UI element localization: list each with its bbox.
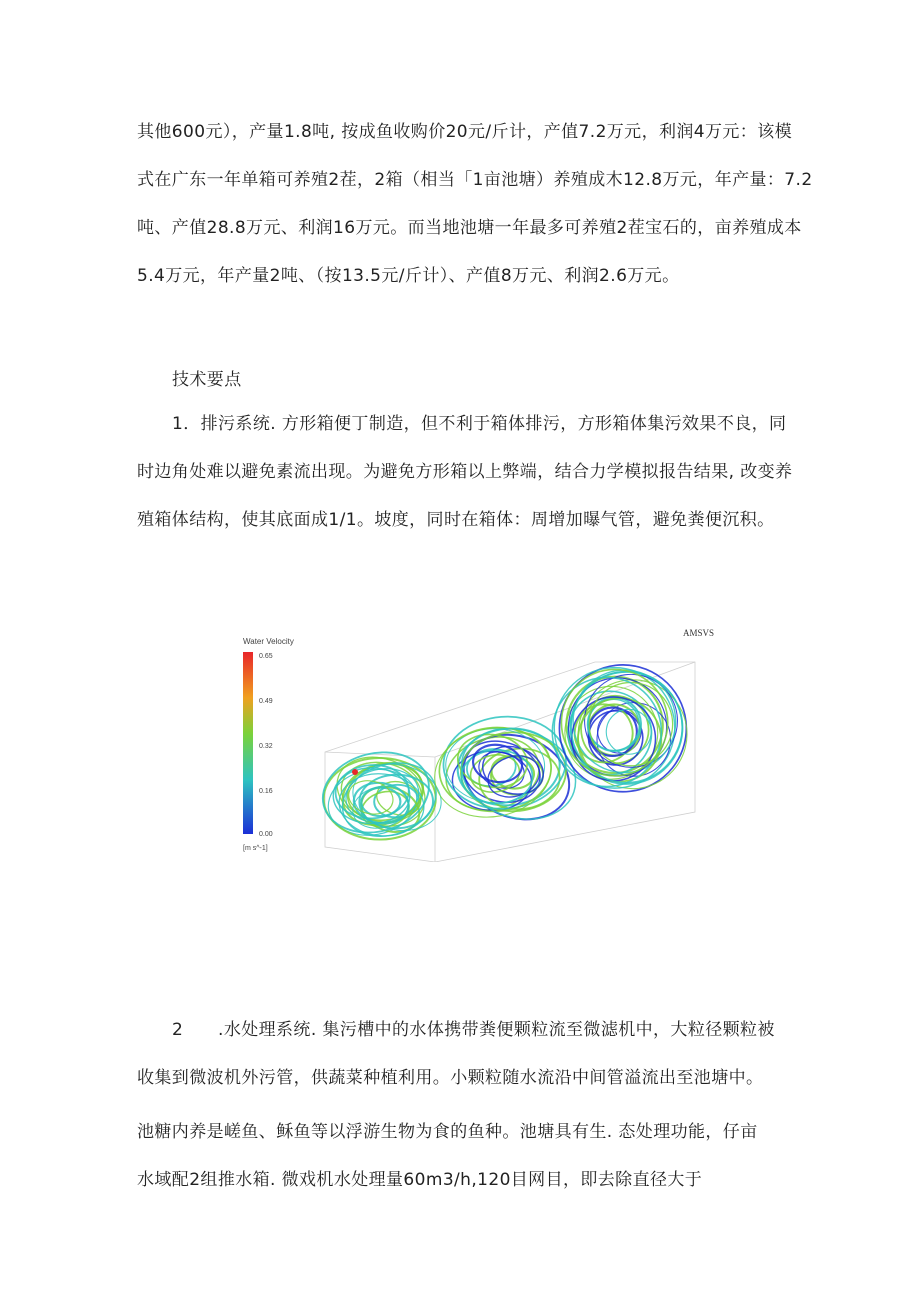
- text-line: 2 .水处理系统. 集污槽中的水体携带粪便颗粒流至微滤机中，大粒径颗粒被: [172, 1020, 775, 1040]
- paragraph-drainage-system: [137, 400, 793, 544]
- legend-tick: 0.16: [259, 788, 273, 795]
- legend-title: Water Velocity: [243, 637, 294, 646]
- text-line: 1．排污系统. 方形箱便丁制造，但不利于箱体排污，方形箱体集污效果不良，同: [172, 414, 787, 434]
- legend-colorbar: [243, 652, 253, 834]
- text-line: 收集到微波机外污管，供蔬菜种植利用。小颗粒随水流沿中间管溢流出至池塘中。: [137, 1068, 764, 1088]
- legend-unit: [m s^-1]: [243, 845, 268, 852]
- section-heading: 技术要点: [172, 370, 242, 390]
- text-line: 其他600元），产量1.8吨, 按成鱼收购价20元/斤计，产值7.2万元，利润4万元：该模: [137, 122, 793, 142]
- watermark-label: AMSVS: [683, 628, 715, 638]
- streamline: [352, 769, 358, 775]
- streamline: [588, 707, 637, 756]
- velocity-simulation-figure: [235, 622, 725, 862]
- text-line: 殖箱体结构，使其底面成1/1。坡度，同时在箱体：周增加曝气管，避免粪便沉积。: [137, 510, 775, 530]
- flow-streamline-image: [235, 622, 725, 862]
- paragraph-economics: [137, 108, 813, 300]
- text-line: 吨、产值28.8万元、利润16万元。而当地池塘一年最多可养殖2茬宝石的，亩养殖成本: [137, 218, 802, 238]
- legend-tick: 0.49: [259, 698, 273, 705]
- legend-tick: 0.00: [259, 831, 273, 838]
- text-line: 水域配2组推水箱. 微戏机水处理量60m3/h,120目网目，即去除直径大于: [137, 1170, 703, 1190]
- text-line: 5.4万元，年产量2吨、（按13.5元/斤计）、产值8万元、利润2.6万元。: [137, 266, 680, 286]
- text-line: 池糖内养是嵯鱼、稣鱼等以浮游生物为食的鱼种。池塘具有生. 态处理功能，仔亩: [137, 1122, 758, 1142]
- paragraph-water-treatment: [137, 1006, 787, 1204]
- legend-tick: 0.65: [259, 653, 273, 660]
- text-line: 式在广东一年单箱可养殖2茬，2箱（相当「1亩池塘）养殖成木12.8万元，年产量：7.2: [137, 170, 813, 190]
- legend-tick: 0.32: [259, 743, 273, 750]
- streamlines-group: [314, 658, 699, 848]
- text-line: 时边角处难以避免素流出现。为避免方形箱以上弊端，结合力学模拟报告结果, 改变养: [137, 462, 793, 482]
